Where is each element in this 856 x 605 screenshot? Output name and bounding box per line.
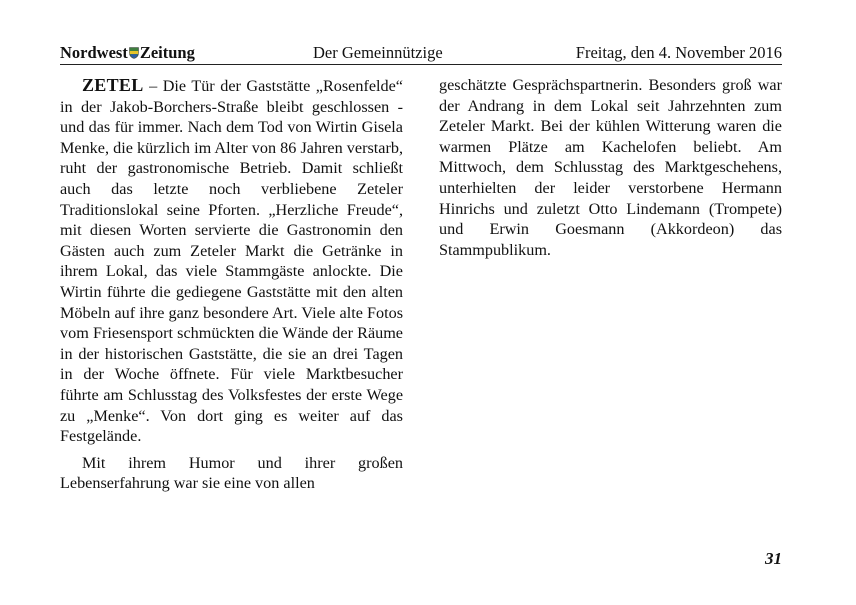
page-number: 31 (765, 549, 782, 568)
article-dateline: ZETEL (82, 75, 144, 95)
article-column-left (60, 75, 403, 494)
header-date: Freitag, den 4. November 2016 (575, 43, 782, 62)
header-rule (60, 64, 782, 65)
article-column-right (439, 75, 782, 260)
article-paragraph-3: geschätzte Gesprächspartnerin. Besonders groß war der Andrang in dem Lokal seit Jahrzehnten zum Zeteler Markt. Bei der kühlen Witterung waren die warmen Plätze am Kachelofen beliebt. Am Mittwoch, dem Schlusstag des Marktgeschehens, unterhielten der leider verstorbene Hermann Hinrichs und zuletzt Otto Lindemann (Trompete) und Erwin Goesmann (Akkordeon) das Stammpublikum. (439, 76, 782, 259)
article-paragraph-1-text: – Die Tür der Gaststätte „Rosenfelde“ in der Jakob-Borchers-Straße bleibt geschlossen - und das für immer. Nach dem Tod von Wirtin Gisela Menke, die kürzlich im Alter von 86 Jahren verstarb, ruht der gastronomische Betrieb. Damit schließt auch das letzte noch verbliebene Zeteler Traditionslokal seine Pforten. „Herzliche Freude“, mit diesen Worten servierte die Gastronomin den Gästen auch zum Zeteler Markt die Getränke in ihrem Lokal, das viele Stammgäste anlockte. Die Wirtin führte die gediegene Gaststätte mit den alten Möbeln auf ihre ganz besondere Art. Viele alte Fotos vom Friesensport schmückten die Wände der Räume in der historischen Gaststätte, die sie an drei Tagen in der Woche öffnete. Für viele Marktbesucher führte am Schlusstag des Volksfestes der erste Wege zu „Menke“. Von dort ging es weiter auf das Festgelände. (60, 77, 403, 446)
article-paragraph-2: Mit ihrem Humor und ihrer großen Lebenserfahrung war sie eine von allen (60, 453, 403, 493)
crest-icon (129, 47, 139, 59)
masthead-left: Nordwest (60, 43, 128, 62)
header-publication: Der Gemeinnützige (313, 43, 443, 62)
masthead-right: Zeitung (139, 43, 195, 62)
page-header (60, 43, 782, 63)
masthead (60, 43, 195, 63)
article-paragraph-1 (60, 75, 403, 447)
